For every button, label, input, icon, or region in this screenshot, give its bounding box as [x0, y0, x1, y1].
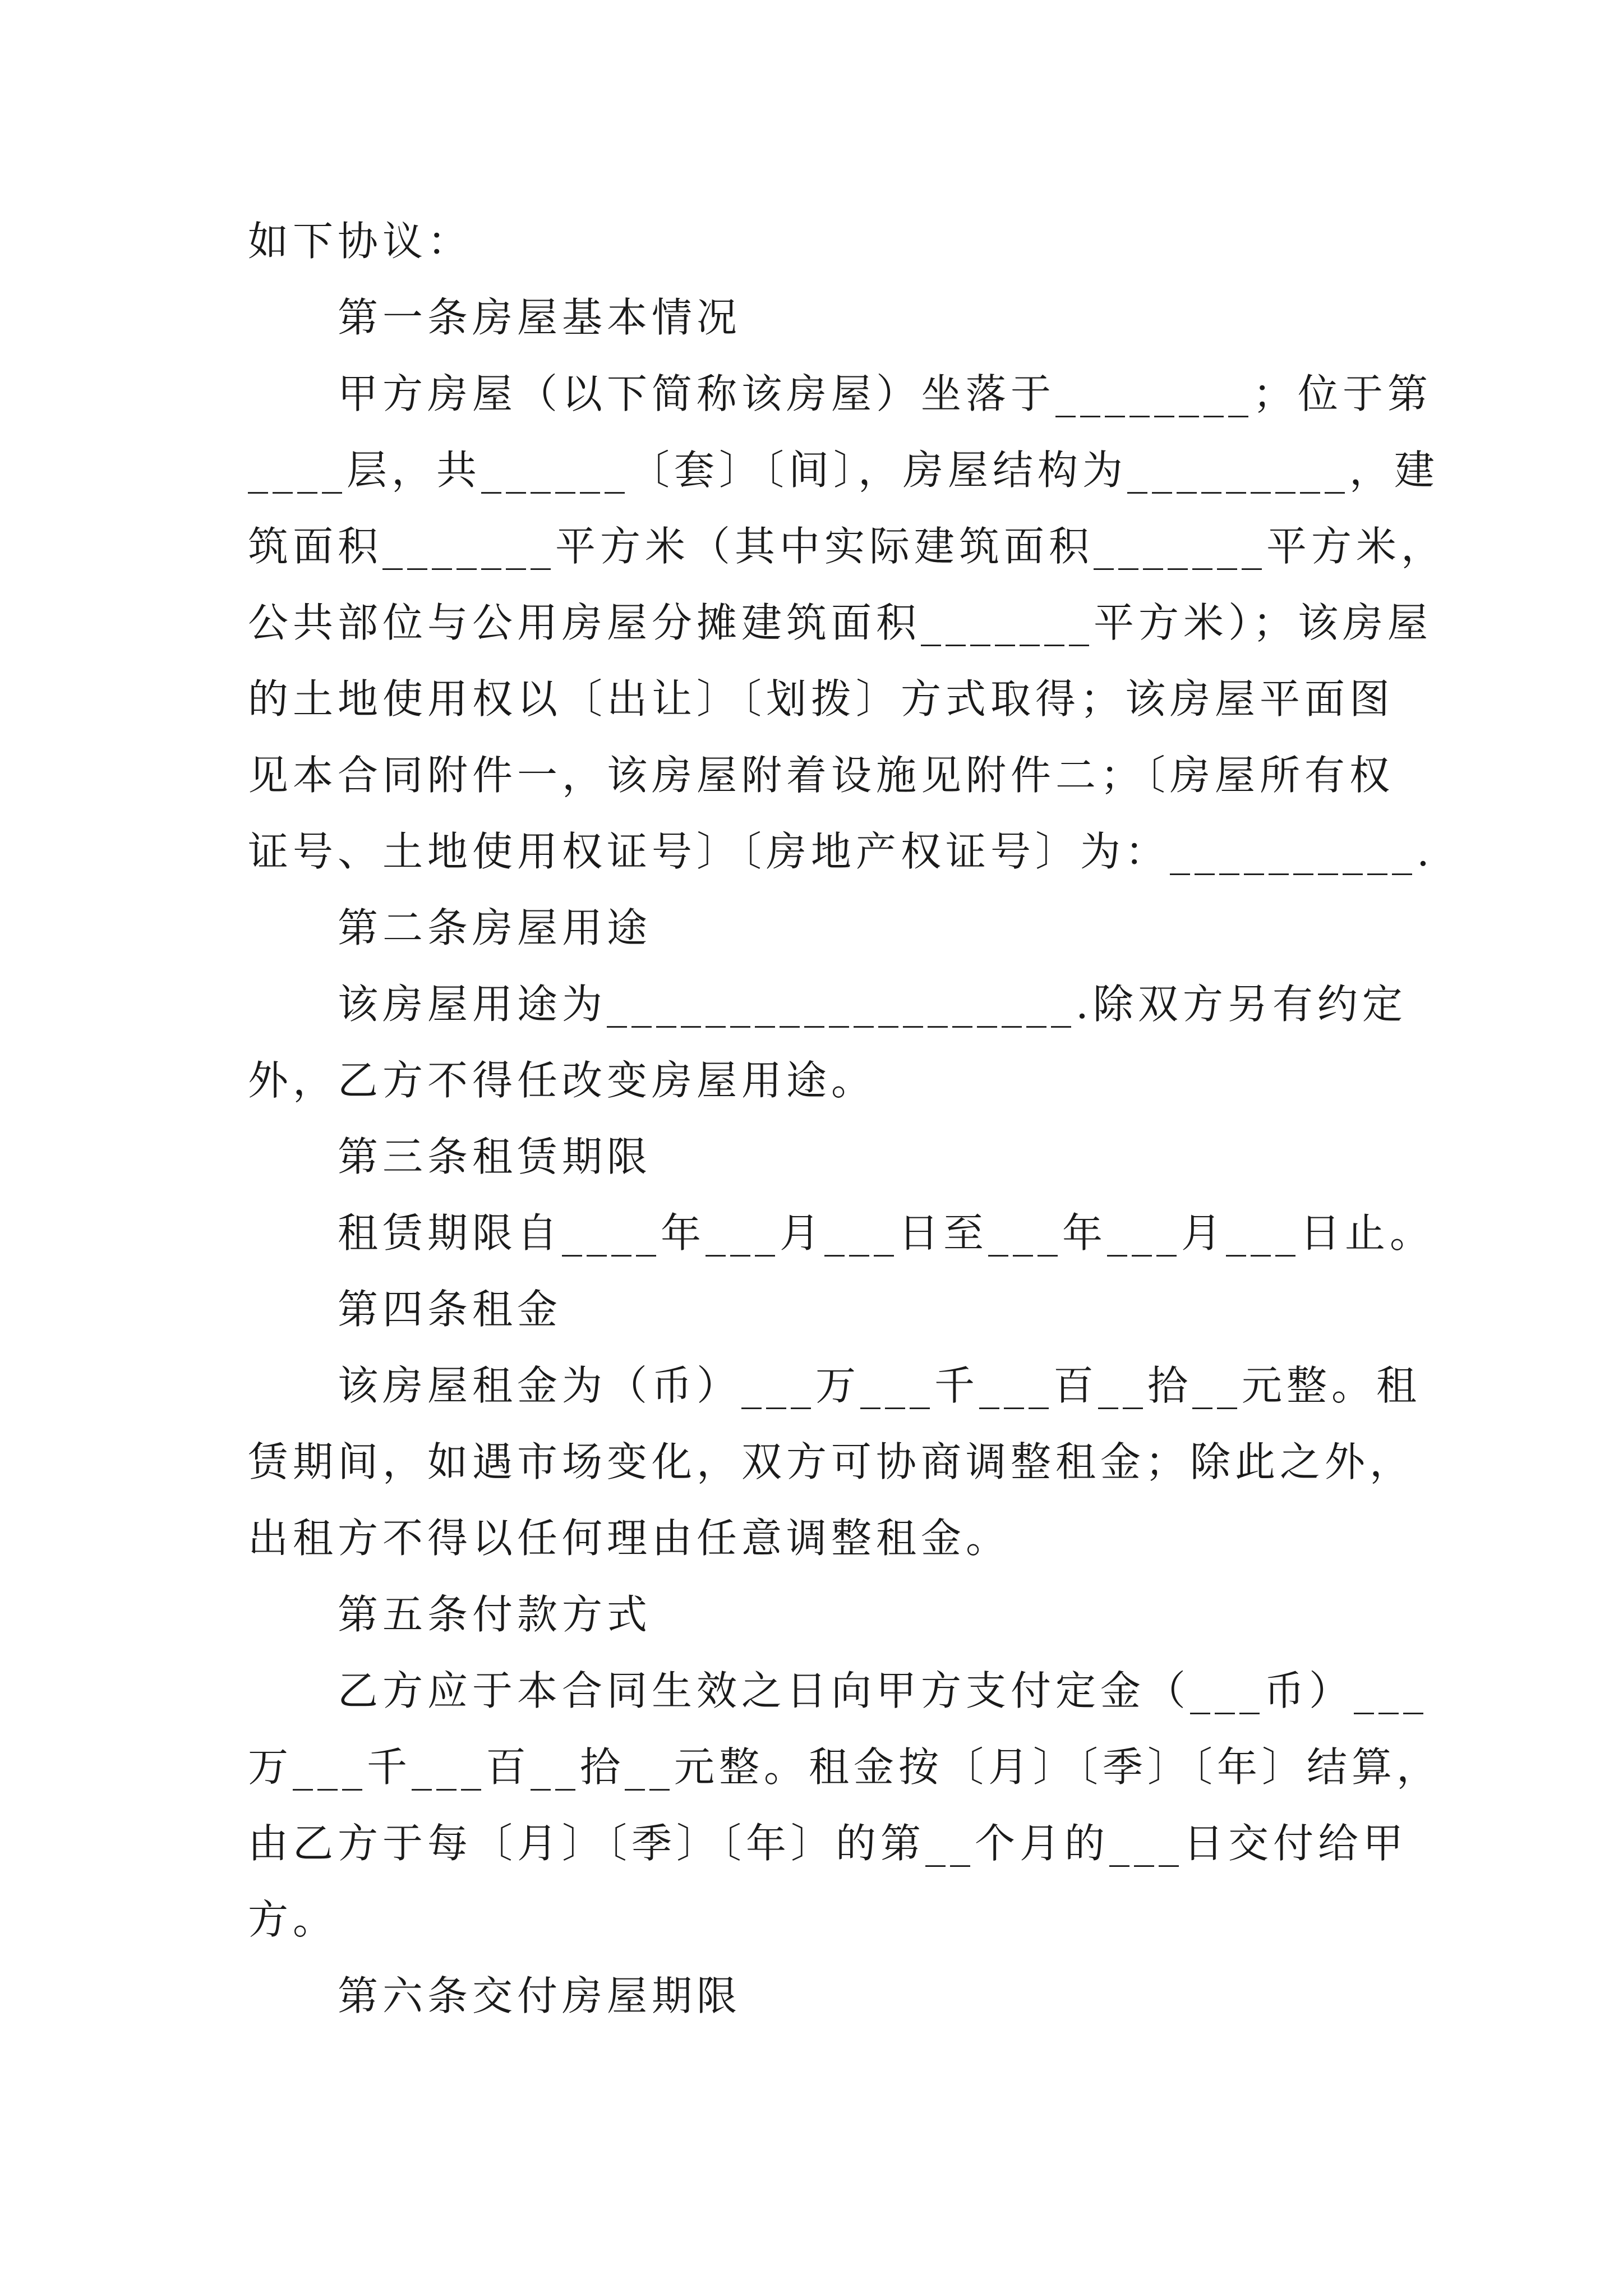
text-line: 公共部位与公用房屋分摊建筑面积_______平方米）；该房屋	[248, 599, 1433, 646]
text-line: 租赁期限自____年___月___日至___年___月___日止。	[338, 1209, 1435, 1257]
text-line: 赁期间，如遇市场变化，双方可协商调整租金；除此之外，	[248, 1438, 1415, 1485]
section-heading-3: 第三条租赁期限	[338, 1133, 652, 1180]
contract-body	[248, 203, 1446, 2034]
text-line: 该房屋租金为（币）___万___千___百__拾__元整。租	[338, 1362, 1422, 1409]
text-line: 乙方应于本合同生效之日向甲方支付定金（___币）___	[338, 1667, 1428, 1714]
section-heading-4: 第四条租金	[338, 1286, 562, 1333]
text-line: ____层，共______〔套〕〔间〕，房屋结构为_________，建	[248, 447, 1440, 494]
text-line: 该房屋用途为___________________.除双方另有约定	[338, 981, 1407, 1028]
text-line: 出租方不得以任何理由任意调整租金。	[248, 1515, 1011, 1562]
text-line: 万___千___百__拾__元整。租金按〔月〕〔季〕〔年〕结算，	[248, 1743, 1442, 1791]
text-line: 筑面积_______平方米（其中实际建筑面积_______平方米，	[248, 523, 1446, 570]
text-line: 甲方房屋（以下简称该房屋）坐落于________；位于第	[338, 370, 1433, 417]
section-heading-6: 第六条交付房屋期限	[338, 1972, 742, 2019]
text-line: 见本合同附件一，该房屋附着设施见附件二；〔房屋所有权	[248, 752, 1395, 799]
section-heading-2: 第二条房屋用途	[338, 904, 652, 951]
text-line: 如下协议：	[248, 218, 473, 265]
section-heading-5: 第五条付款方式	[338, 1591, 652, 1638]
text-line: 方。	[248, 1896, 338, 1943]
text-line: 证号、土地使用权证号〕〔房地产权证号〕为：__________.	[248, 828, 1434, 875]
text-line: 的土地使用权以〔出让〕〔划拨〕方式取得；该房屋平面图	[248, 675, 1395, 723]
text-line: 外，乙方不得任改变房屋用途。	[248, 1057, 877, 1104]
text-line: 由乙方于每〔月〕〔季〕〔年〕的第__个月的___日交付给甲	[248, 1820, 1408, 1867]
section-heading-1: 第一条房屋基本情况	[338, 294, 742, 341]
